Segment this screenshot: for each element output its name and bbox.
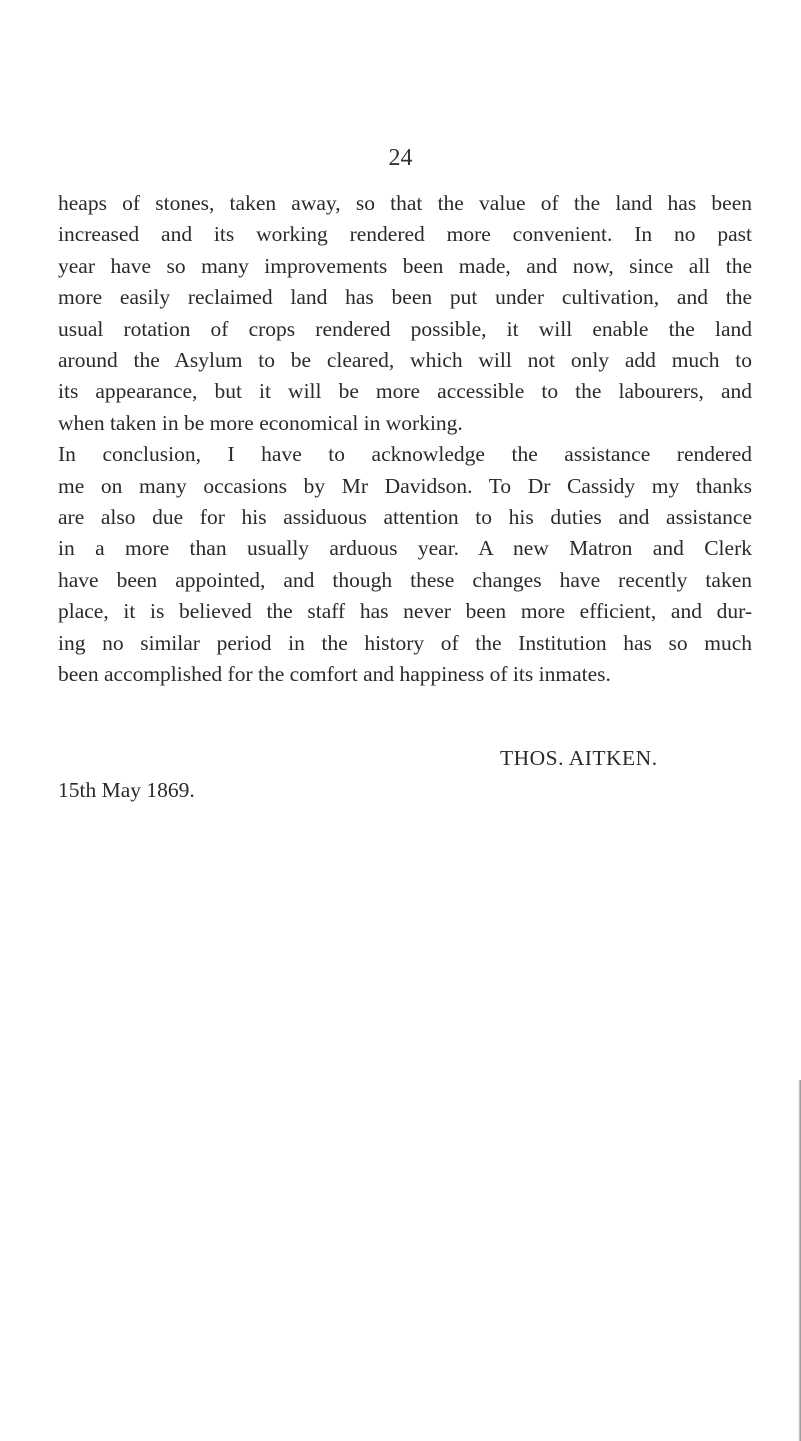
text-line: me on many occasions by Mr Davidson. To Dr Cassidy my thanks (58, 473, 752, 498)
text-line: usual rotation of crops rendered possible, it will enable the land (58, 316, 752, 341)
signature: THOS. AITKEN. (500, 746, 658, 770)
text-line: year have so many improvements been made, and now, since all the (58, 253, 752, 278)
text-line: its appearance, but it will be more accessible to the labourers, and (58, 379, 752, 404)
text-line: place, it is believed the staff has never been more efficient, and dur- (58, 599, 752, 624)
text-line: In conclusion, I have to acknowledge the assistance rendered (58, 442, 752, 467)
paragraph-2 (58, 439, 752, 690)
page-number: 24 (388, 145, 413, 171)
body-text (58, 188, 752, 691)
text-line: ing no similar period in the history of the Institution has so much (58, 630, 752, 655)
text-line: in a more than usually arduous year. A new Matron and Clerk (58, 536, 752, 561)
text-line: are also due for his assiduous attention to his duties and assistance (58, 505, 752, 530)
text-line: increased and its working rendered more convenient. In no past (58, 222, 752, 247)
paragraph-1 (58, 188, 752, 439)
text-line: have been appointed, and though these changes have recently taken (58, 567, 752, 592)
text-line: more easily reclaimed land has been put under cultivation, and the (58, 285, 752, 310)
text-line: heaps of stones, taken away, so that the value of the land has been (58, 191, 752, 215)
text-line: around the Asylum to be cleared, which will not only add much to (58, 348, 752, 373)
date-line: 15th May 1869. (58, 778, 195, 802)
text-line: been accomplished for the comfort and happiness of its inmates. (58, 662, 611, 687)
text-line: when taken in be more economical in working. (58, 410, 463, 435)
